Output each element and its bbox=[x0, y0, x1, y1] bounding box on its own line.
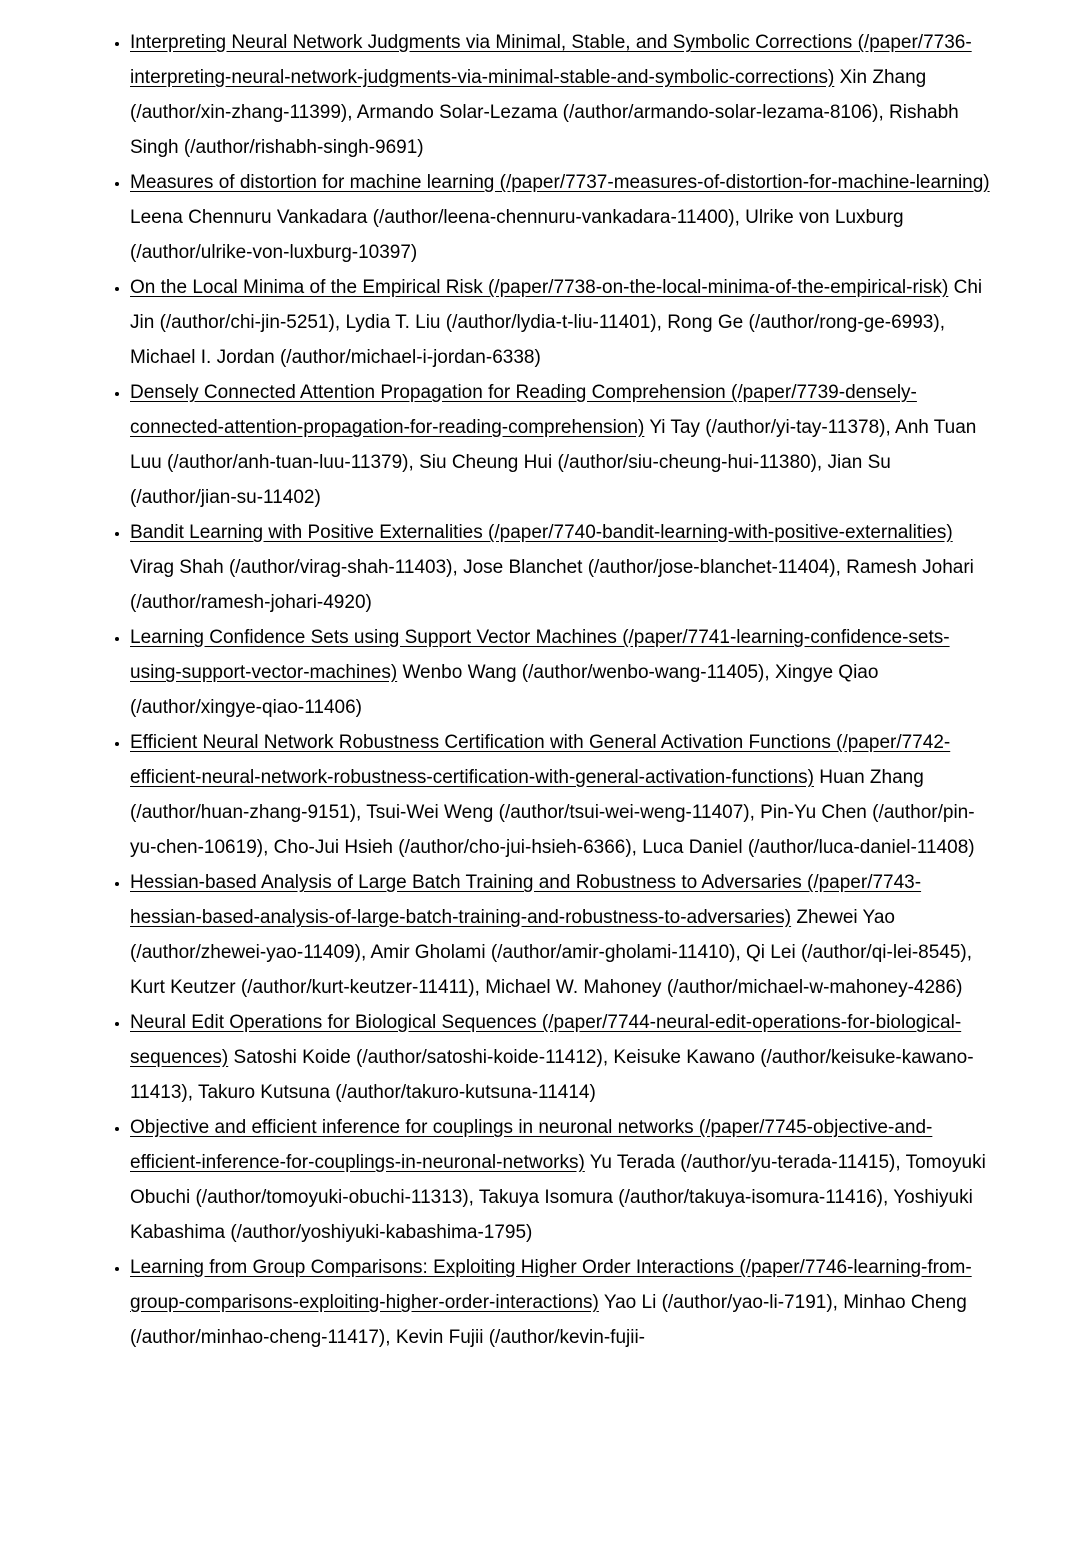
paper-list-item bbox=[130, 270, 992, 375]
author-link[interactable]: Kurt Keutzer (/author/kurt-keutzer-11411) bbox=[130, 977, 475, 998]
author-link[interactable]: Tomoyuki Obuchi (/author/tomoyuki-obuchi-11313) bbox=[130, 1152, 986, 1208]
paper-list-item bbox=[130, 725, 992, 865]
author-link[interactable]: Kevin Fujii (/author/kevin-fujii- bbox=[395, 1327, 646, 1348]
paper-link[interactable]: Densely Connected Attention Propagation for Reading Comprehension (/paper/7739-densely-connected-attention-propagation-for-reading-comprehension) bbox=[130, 382, 917, 438]
author-link[interactable]: Keisuke Kawano (/author/keisuke-kawano-11413) bbox=[130, 1047, 974, 1103]
paper-list-item bbox=[130, 865, 992, 1005]
author-link[interactable]: Takuya Isomura (/author/takuya-isomura-11416) bbox=[478, 1187, 884, 1208]
author-link[interactable]: Ulrike von Luxburg (/author/ulrike-von-luxburg-10397) bbox=[130, 207, 904, 263]
author-link[interactable]: Yoshiyuki Kabashima (/author/yoshiyuki-kabashima-1795) bbox=[130, 1187, 973, 1243]
author-list: Yao Li (/author/yao-li-7191), Minhao Cheng (/author/minhao-cheng-11417), Kevin Fujii (/author/kevin-fujii- bbox=[130, 1292, 967, 1348]
author-link[interactable]: Ramesh Johari (/author/ramesh-johari-4920) bbox=[130, 557, 974, 613]
paper-link[interactable]: Learning Confidence Sets using Support Vector Machines (/paper/7741-learning-confidence-sets-using-support-vector-machines) bbox=[130, 627, 950, 683]
author-link[interactable]: Amir Gholami (/author/amir-gholami-11410) bbox=[370, 942, 736, 963]
paper-list-item bbox=[130, 25, 992, 165]
paper-list-item bbox=[130, 1110, 992, 1250]
author-list: Chi Jin (/author/chi-jin-5251), Lydia T. Liu (/author/lydia-t-liu-11401), Rong Ge (/author/rong-ge-6993), Michael I. Jordan (/author/michael-i-jordan-6338) bbox=[130, 277, 983, 368]
author-list: Virag Shah (/author/virag-shah-11403), Jose Blanchet (/author/jose-blanchet-11404), Ramesh Johari (/author/ramesh-johari-4920) bbox=[130, 557, 974, 613]
author-link[interactable]: Rong Ge (/author/rong-ge-6993) bbox=[667, 312, 940, 333]
author-link[interactable]: Lydia T. Liu (/author/lydia-t-liu-11401) bbox=[345, 312, 657, 333]
paper-list-item bbox=[130, 375, 992, 515]
author-link[interactable]: Virag Shah (/author/virag-shah-11403) bbox=[130, 557, 453, 578]
author-link[interactable]: Leena Chennuru Vankadara (/author/leena-chennuru-vankadara-11400) bbox=[130, 207, 735, 228]
author-link[interactable]: Yi Tay (/author/yi-tay-11378) bbox=[649, 417, 886, 438]
paper-list-item bbox=[130, 620, 992, 725]
author-list: Yi Tay (/author/yi-tay-11378), Anh Tuan Luu (/author/anh-tuan-luu-11379), Siu Cheung Hui (/author/siu-cheung-hui-11380), Jian Su (/author/jian-su-11402) bbox=[130, 417, 977, 508]
author-link[interactable]: Takuro Kutsuna (/author/takuro-kutsuna-11414) bbox=[197, 1082, 596, 1103]
author-link[interactable]: Siu Cheung Hui (/author/siu-cheung-hui-11380) bbox=[419, 452, 817, 473]
author-link[interactable]: Michael W. Mahoney (/author/michael-w-mahoney-4286) bbox=[485, 977, 963, 998]
author-link[interactable]: Yu Terada (/author/yu-terada-11415) bbox=[589, 1152, 896, 1173]
author-link[interactable]: Tsui-Wei Weng (/author/tsui-wei-weng-11407) bbox=[366, 802, 750, 823]
author-link[interactable]: Cho-Jui Hsieh (/author/cho-jui-hsieh-6366) bbox=[273, 837, 632, 858]
paper-list-item bbox=[130, 165, 992, 270]
author-link[interactable]: Xingye Qiao (/author/xingye-qiao-11406) bbox=[130, 662, 879, 718]
author-list: Xin Zhang (/author/xin-zhang-11399), Armando Solar-Lezama (/author/armando-solar-lezama-8106), Rishabh Singh (/author/rishabh-singh-9691) bbox=[130, 67, 959, 158]
paper-list bbox=[0, 25, 1080, 1355]
author-link[interactable]: Qi Lei (/author/qi-lei-8545) bbox=[746, 942, 967, 963]
author-list: Huan Zhang (/author/huan-zhang-9151), Tsui-Wei Weng (/author/tsui-wei-weng-11407), Pin-Yu Chen (/author/pin-yu-chen-10619), Cho-Jui Hsieh (/author/cho-jui-hsieh-6366), Luca Daniel (/author/luca-daniel-11408) bbox=[130, 767, 975, 858]
paper-link[interactable]: Efficient Neural Network Robustness Certification with General Activation Functions (/paper/7742-efficient-neural-network-robustness-certification-with-general-activation-functions) bbox=[130, 732, 951, 788]
author-link[interactable]: Armando Solar-Lezama (/author/armando-solar-lezama-8106) bbox=[356, 102, 879, 123]
author-link[interactable]: Pin-Yu Chen (/author/pin-yu-chen-10619) bbox=[130, 802, 975, 858]
paper-link[interactable]: Objective and efficient inference for couplings in neuronal networks (/paper/7745-objective-and-efficient-inference-for-couplings-in-neuronal-networks) bbox=[130, 1117, 933, 1173]
paper-link[interactable]: Bandit Learning with Positive Externalities (/paper/7740-bandit-learning-with-positive-externalities) bbox=[130, 522, 953, 543]
author-list: Zhewei Yao (/author/zhewei-yao-11409), Amir Gholami (/author/amir-gholami-11410), Qi Lei (/author/qi-lei-8545), Kurt Keutzer (/author/kurt-keutzer-11411), Michael W. Mahoney (/author/michael-w-mahoney-4286) bbox=[130, 907, 973, 998]
paper-list-container bbox=[0, 25, 1080, 1355]
author-link[interactable]: Zhewei Yao (/author/zhewei-yao-11409) bbox=[130, 907, 895, 963]
author-link[interactable]: Huan Zhang (/author/huan-zhang-9151) bbox=[130, 767, 924, 823]
author-list: Wenbo Wang (/author/wenbo-wang-11405), Xingye Qiao (/author/xingye-qiao-11406) bbox=[130, 662, 879, 718]
paper-link[interactable]: On the Local Minima of the Empirical Risk (/paper/7738-on-the-local-minima-of-the-empirical-risk) bbox=[130, 277, 949, 298]
author-link[interactable]: Anh Tuan Luu (/author/anh-tuan-luu-11379) bbox=[130, 417, 977, 473]
author-link[interactable]: Jian Su (/author/jian-su-11402) bbox=[130, 452, 891, 508]
author-link[interactable]: Wenbo Wang (/author/wenbo-wang-11405) bbox=[402, 662, 765, 683]
paper-link[interactable]: Neural Edit Operations for Biological Sequences (/paper/7744-neural-edit-operations-for-biological-sequences) bbox=[130, 1012, 962, 1068]
paper-list-item bbox=[130, 515, 992, 620]
paper-link[interactable]: Interpreting Neural Network Judgments via Minimal, Stable, and Symbolic Corrections (/paper/7736-interpreting-neural-network-judgments-via-minimal-stable-and-symbolic-corrections) bbox=[130, 32, 972, 88]
author-list: Satoshi Koide (/author/satoshi-koide-11412), Keisuke Kawano (/author/keisuke-kawano-11413), Takuro Kutsuna (/author/takuro-kutsuna-11414) bbox=[130, 1047, 974, 1103]
papers-page bbox=[0, 25, 1080, 1554]
author-link[interactable]: Minhao Cheng (/author/minhao-cheng-11417) bbox=[130, 1292, 967, 1348]
author-link[interactable]: Yao Li (/author/yao-li-7191) bbox=[603, 1292, 833, 1313]
author-link[interactable]: Michael I. Jordan (/author/michael-i-jordan-6338) bbox=[130, 347, 541, 368]
author-list: Yu Terada (/author/yu-terada-11415), Tomoyuki Obuchi (/author/tomoyuki-obuchi-11313), Takuya Isomura (/author/takuya-isomura-11416), Yoshiyuki Kabashima (/author/yoshiyuki-kabashima-1795) bbox=[130, 1152, 986, 1243]
author-link[interactable]: Xin Zhang (/author/xin-zhang-11399) bbox=[130, 67, 927, 123]
paper-list-item bbox=[130, 1250, 992, 1355]
author-link[interactable]: Chi Jin (/author/chi-jin-5251) bbox=[130, 277, 983, 333]
paper-list-item bbox=[130, 1005, 992, 1110]
author-list: Leena Chennuru Vankadara (/author/leena-chennuru-vankadara-11400), Ulrike von Luxburg (/author/ulrike-von-luxburg-10397) bbox=[130, 207, 904, 263]
paper-link[interactable]: Measures of distortion for machine learning (/paper/7737-measures-of-distortion-for-machine-learning) bbox=[130, 172, 990, 193]
paper-link[interactable]: Learning from Group Comparisons: Exploiting Higher Order Interactions (/paper/7746-learning-from-group-comparisons-exploiting-higher-order-interactions) bbox=[130, 1257, 972, 1313]
paper-link[interactable]: Hessian-based Analysis of Large Batch Training and Robustness to Adversaries (/paper/7743-hessian-based-analysis-of-large-batch-training-and-robustness-to-adversaries) bbox=[130, 872, 922, 928]
author-link[interactable]: Rishabh Singh (/author/rishabh-singh-9691) bbox=[130, 102, 959, 158]
author-link[interactable]: Luca Daniel (/author/luca-daniel-11408) bbox=[642, 837, 975, 858]
author-link[interactable]: Satoshi Koide (/author/satoshi-koide-11412) bbox=[233, 1047, 603, 1068]
author-link[interactable]: Jose Blanchet (/author/jose-blanchet-11404) bbox=[463, 557, 836, 578]
